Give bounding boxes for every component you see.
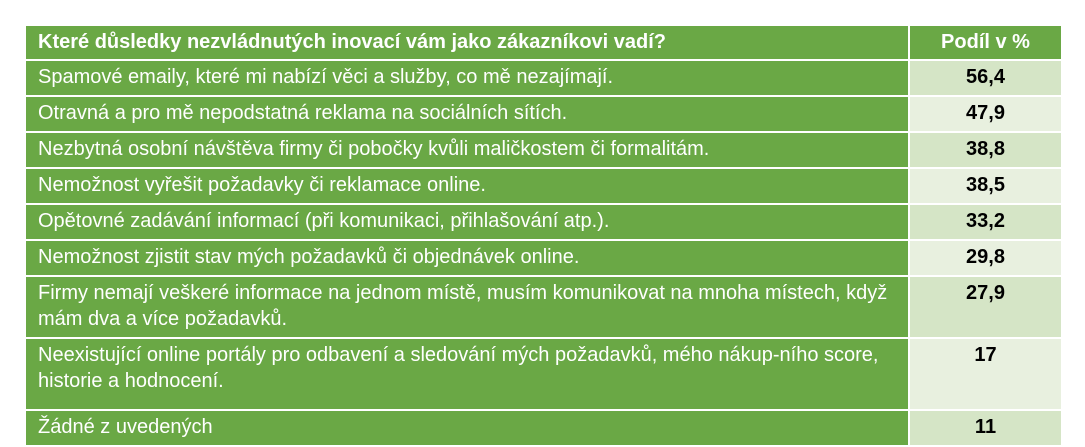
table-row <box>25 60 1062 96</box>
row-label: Nemožnost vyřešit požadavky či reklamace online. <box>25 168 909 204</box>
row-value: 38,8 <box>909 132 1062 168</box>
row-label: Žádné z uvedených <box>25 410 909 446</box>
row-label: Neexistující online portály pro odbavení a sledování mých požadavků, mého nákup-ního score, historie a hodnocení. <box>25 338 909 410</box>
table-row <box>25 338 1062 410</box>
row-label: Firmy nemají veškeré informace na jednom místě, musím komunikovat na mnoha místech, když mám dva a více požadavků. <box>25 276 909 338</box>
row-value: 33,2 <box>909 204 1062 240</box>
question-header: Které důsledky nezvládnutých inovací vám jako zákazníkovi vadí? <box>25 25 909 60</box>
table-row <box>25 96 1062 132</box>
row-value: 29,8 <box>909 240 1062 276</box>
table-header-row <box>25 25 1062 60</box>
table-row <box>25 204 1062 240</box>
row-value: 56,4 <box>909 60 1062 96</box>
table-row <box>25 168 1062 204</box>
row-label: Nemožnost zjistit stav mých požadavků či objednávek online. <box>25 240 909 276</box>
share-header: Podíl v % <box>909 25 1062 60</box>
row-label: Nezbytná osobní návštěva firmy či pobočky kvůli maličkostem či formalitám. <box>25 132 909 168</box>
row-value: 38,5 <box>909 168 1062 204</box>
table-row <box>25 132 1062 168</box>
row-value: 11 <box>909 410 1062 446</box>
row-value: 47,9 <box>909 96 1062 132</box>
row-value: 17 <box>909 338 1062 410</box>
survey-table-container <box>24 24 1061 447</box>
row-label: Opětovné zadávání informací (při komunikaci, přihlašování atp.). <box>25 204 909 240</box>
table-row <box>25 276 1062 338</box>
table-row <box>25 240 1062 276</box>
row-label: Spamové emaily, které mi nabízí věci a služby, co mě nezajímají. <box>25 60 909 96</box>
survey-table <box>24 24 1063 447</box>
row-value: 27,9 <box>909 276 1062 338</box>
row-label: Otravná a pro mě nepodstatná reklama na sociálních sítích. <box>25 96 909 132</box>
